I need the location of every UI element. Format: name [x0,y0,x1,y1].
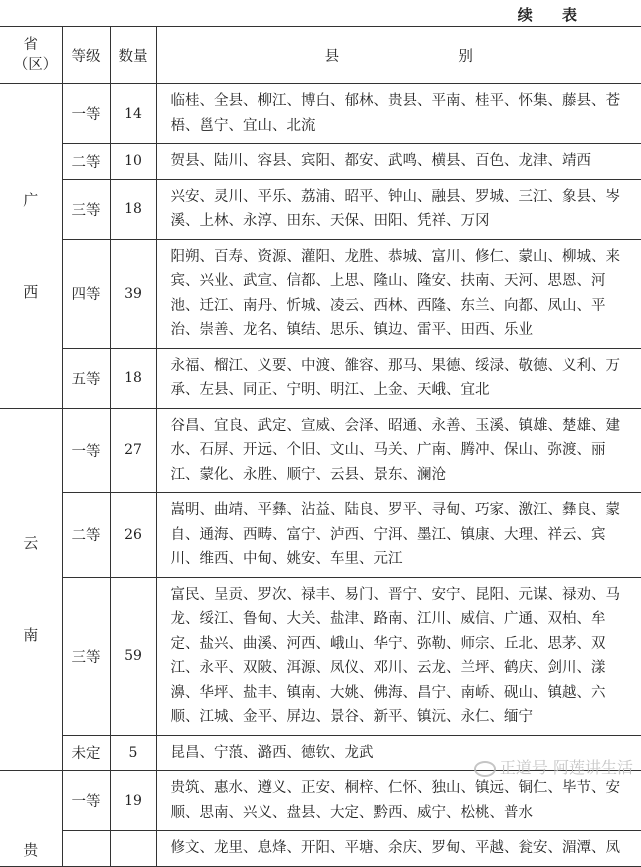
table-row [0,408,641,493]
table-row [0,179,641,239]
grade-cell: 一等 [62,408,110,493]
counties-cell: 修文、龙里、息烽、开阳、平塘、余庆、罗甸、平越、瓮安、湄潭、凤 [156,831,641,867]
counties-cell: 临桂、全县、柳江、博白、郁林、贵县、平南、桂平、怀集、藤县、苍梧、邕宁、宜山、北流 [156,84,641,144]
count-cell: 18 [110,348,156,408]
province-name: 云南 [23,534,39,645]
count-cell: 39 [110,239,156,348]
grade-cell: 五等 [62,348,110,408]
table-row [0,831,641,867]
counties-cell: 阳朔、百寿、资源、灌阳、龙胜、恭城、富川、修仁、蒙山、柳城、来宾、兴业、武宣、信都、上思、隆山、隆安、扶南、天河、思恩、河池、迁江、南丹、忻城、凌云、西林、西隆、东兰、向都、凤山、平治、崇善、龙名、镇结、思乐、镇边、雷平、田西、乐业 [156,239,641,348]
header-count: 数量 [110,27,156,84]
table-row [0,771,641,831]
count-cell: 19 [110,771,156,831]
grade-cell: 四等 [62,239,110,348]
grade-cell: 一等 [62,84,110,144]
count-cell: 10 [110,144,156,180]
header-grade: 等级 [62,27,110,84]
county-grade-table [0,26,641,867]
table-row [0,144,641,180]
count-cell: 18 [110,179,156,239]
counties-cell: 贵筑、惠水、遵义、正安、桐梓、仁怀、独山、镇远、铜仁、毕节、安顺、思南、兴义、盘县、大定、黔西、威宁、松桃、普水 [156,771,641,831]
grade-cell: 二等 [62,144,110,180]
province-cell [0,408,62,771]
watermark-text: 正道号 阿莲讲生活 [499,758,633,777]
count-cell: 26 [110,493,156,578]
table-row [0,348,641,408]
watermark-logo-icon [474,761,496,777]
grade-cell: 三等 [62,179,110,239]
province-name: 广西 [23,190,39,301]
header-counties-char-1: 县 [324,48,340,65]
table-header-row [0,27,641,84]
header-province [0,27,62,84]
province-name: 贵 [23,840,39,859]
counties-cell: 兴安、灵川、平乐、荔浦、昭平、钟山、融县、罗城、三江、象县、岑溪、上林、永淳、田东、天保、田阳、凭祥、万冈 [156,179,641,239]
count-cell: 27 [110,408,156,493]
province-cell [0,84,62,409]
grade-cell: 三等 [62,577,110,735]
grade-cell: 一等 [62,771,110,831]
count-cell: 14 [110,84,156,144]
province-cell [0,771,62,867]
table-row [0,239,641,348]
count-cell: 59 [110,577,156,735]
grade-cell: 未定 [62,735,110,771]
counties-cell: 富民、呈贡、罗次、禄丰、易门、晋宁、安宁、昆阳、元谋、禄劝、马龙、绥江、鲁甸、大关、盐津、路南、江川、威信、广通、双柏、牟定、盐兴、曲溪、河西、峨山、华宁、弥勒、师宗、丘北、思茅、双江、永平、双陂、洱源、凤仪、邓川、云龙、兰坪、鹤庆、剑川、漾濞、华坪、盐丰、镇南、大姚、佛海、昌宁、南峤、砚山、镇越、六顺、江城、金平、屏边、景谷、新平、镇沅、永仁、缅宁 [156,577,641,735]
table-row [0,577,641,735]
counties-cell: 永福、榴江、义要、中渡、雒容、那马、果德、绥渌、敬德、义利、万承、左县、同正、宁明、明江、上金、天峨、宜北 [156,348,641,408]
count-cell [110,831,156,867]
table-row [0,493,641,578]
continuation-label: 续 表 [517,6,589,24]
grade-cell: 二等 [62,493,110,578]
header-counties [156,27,641,84]
grade-cell [62,831,110,867]
watermark [474,755,633,778]
counties-cell: 贺县、陆川、容县、宾阳、都安、武鸣、横县、百色、龙津、靖西 [156,144,641,180]
count-cell: 5 [110,735,156,771]
header-counties-char-2: 别 [458,48,473,65]
counties-cell: 谷昌、宜良、武定、宣威、会泽、昭通、永善、玉溪、镇雄、楚雄、建水、石屏、开远、个旧、文山、马关、广南、腾冲、保山、弥渡、丽江、蒙化、永胜、顺宁、云县、景东、澜沧 [156,408,641,493]
counties-cell: 昆昌、宁蒗、潞西、德钦、龙武 [156,735,641,771]
table-row [0,84,641,144]
header-province-text: 省（区） [13,37,58,73]
counties-cell: 嵩明、曲靖、平彝、沾益、陆良、罗平、寻甸、巧家、激江、彝良、蒙自、通海、西畴、富宁、泸西、宁洱、墨江、镇康、大理、祥云、宾川、维西、中甸、姚安、车里、元江 [156,493,641,578]
